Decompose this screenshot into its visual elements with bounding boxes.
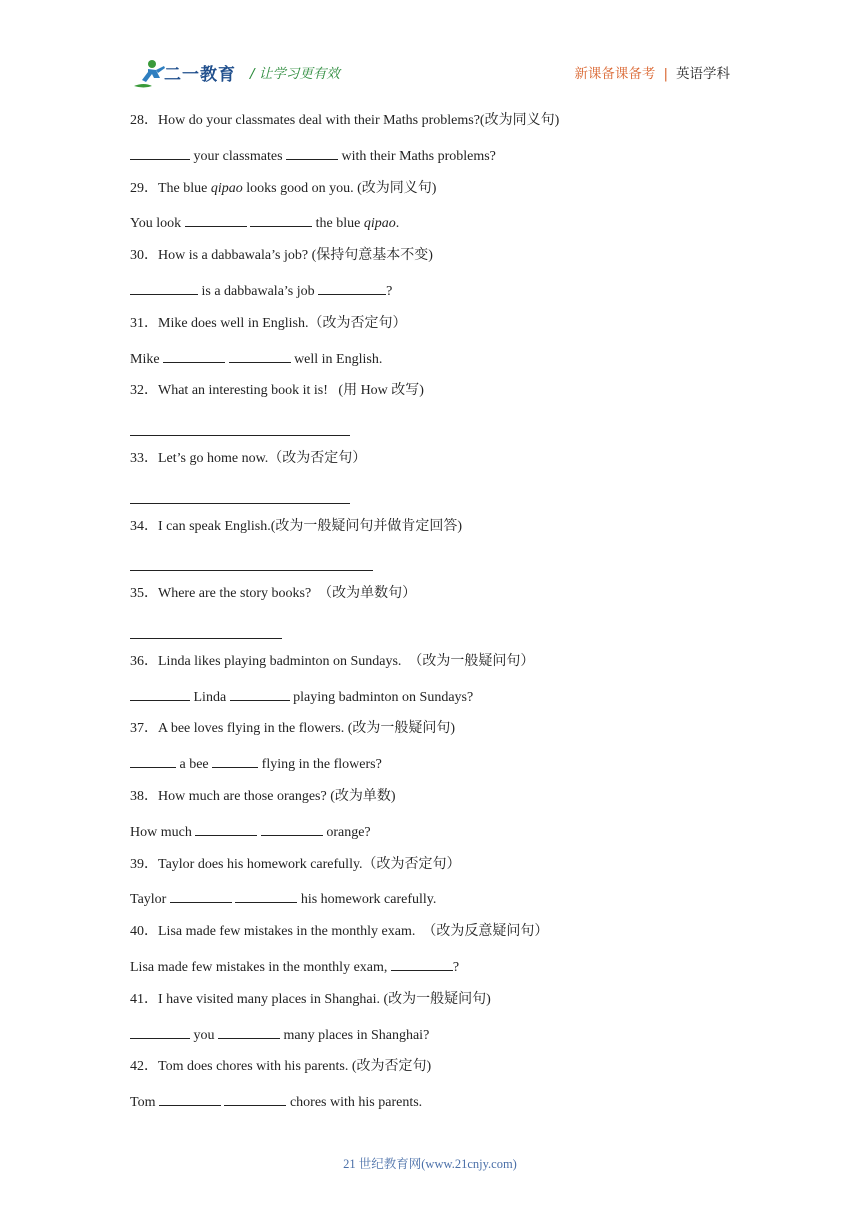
answer-42: Tom chores with his parents. <box>130 1091 730 1125</box>
question-29: 29．The blue qipao looks good on you. (改为同义句) <box>130 180 437 196</box>
question-39: 39．Taylor does his homework carefully.（改为否定句） <box>130 856 461 872</box>
header-separator: | <box>663 66 668 82</box>
question-32: 32．What an interesting book it is! (用 How 改写) <box>130 383 424 399</box>
answer-30: is a dabbawala’s job ? <box>130 280 730 314</box>
answer-41: you many places in Shanghai? <box>130 1024 730 1058</box>
header-subject-label: 英语学科 <box>676 66 730 82</box>
question-30: 30．How is a dabbawala’s job? (保持句意基本不变) <box>130 248 433 264</box>
question-28: 28．How do your classmates deal with their Maths problems?(改为同义句) <box>130 113 560 128</box>
answer-40: Lisa made few mistakes in the monthly exam, ? <box>130 956 730 990</box>
answer-31: Mike well in English. <box>130 348 730 382</box>
question-35: 35．Where are the story books? （改为单数句） <box>130 586 417 602</box>
question-38: 38．How much are those oranges? (改为单数) <box>130 788 396 804</box>
page-header <box>130 54 730 94</box>
answer-38: How much orange? <box>130 821 730 855</box>
exercise-list <box>130 111 730 1125</box>
answer-37: a bee flying in the flowers? <box>130 753 730 787</box>
header-tagline: 新课备课备考 <box>574 66 656 82</box>
question-31: 31．Mike does well in English.（改为否定句） <box>130 315 407 331</box>
question-37: 37．A bee loves flying in the flowers. (改为一般疑问句) <box>130 721 456 737</box>
answer-39: Taylor his homework carefully. <box>130 888 730 922</box>
logo-text: 二一教育 <box>164 65 236 85</box>
answer-rule-32 <box>130 415 730 449</box>
slogan: / 让学习更有效 <box>250 66 340 82</box>
question-41: 41．I have visited many places in Shanghai. (改为一般疑问句) <box>130 991 491 1007</box>
question-42: 42．Tom does chores with his parents. (改为否定句) <box>130 1059 432 1075</box>
answer-36: Linda playing badminton on Sundays? <box>130 686 730 720</box>
question-36: 36．Linda likes playing badminton on Sundays. （改为一般疑问句） <box>130 653 535 669</box>
question-33: 33．Let’s go home now.（改为否定句） <box>130 450 367 466</box>
page-footer: 21 世纪教育网(www.21cnjy.com) <box>343 1157 517 1171</box>
header-subject <box>574 62 730 82</box>
answer-28: your classmates with their Maths problems? <box>130 145 730 179</box>
answer-rule-35 <box>130 618 730 652</box>
question-40: 40．Lisa made few mistakes in the monthly exam. （改为反意疑问句） <box>130 924 549 940</box>
answer-rule-33 <box>130 483 730 517</box>
answer-rule-34 <box>130 550 730 584</box>
answer-29: You look the blue qipao. <box>130 212 730 246</box>
question-34: 34．I can speak English.(改为一般疑问句并做肯定回答) <box>130 518 463 534</box>
